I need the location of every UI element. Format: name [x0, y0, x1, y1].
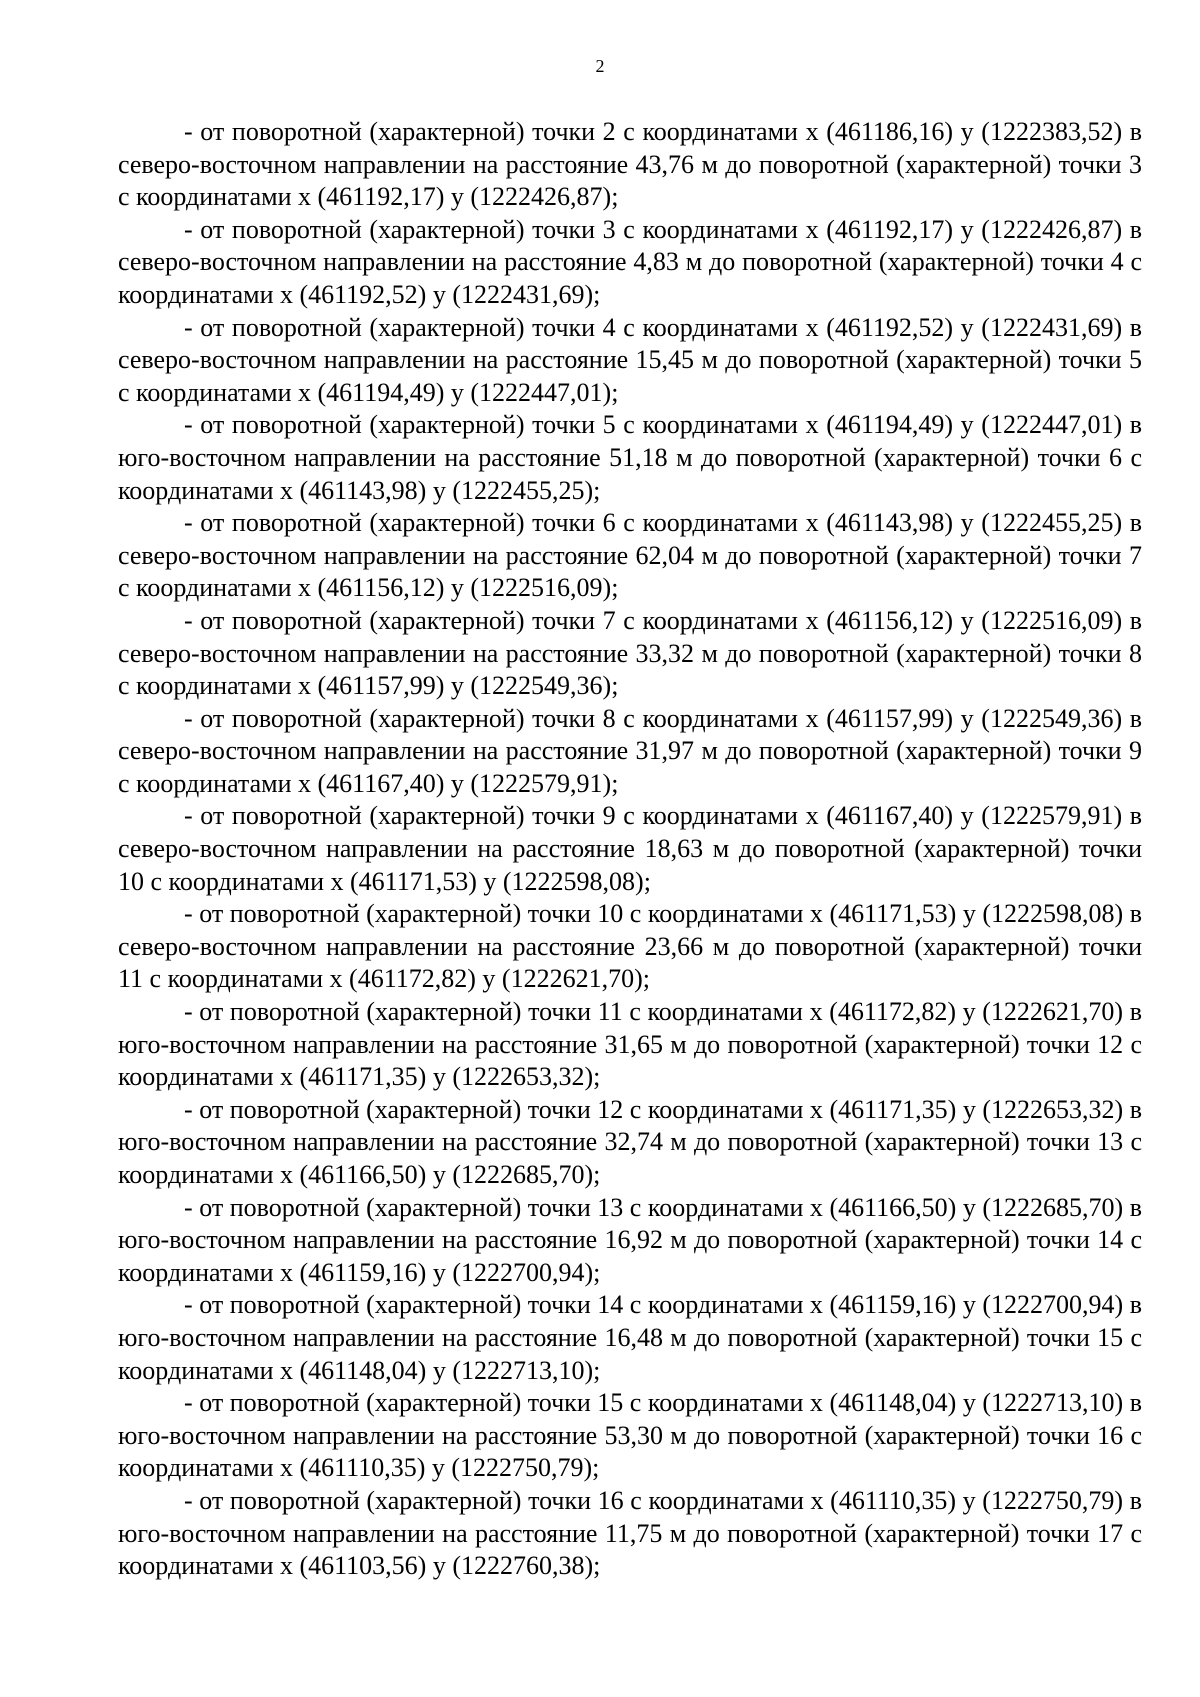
boundary-segment-paragraph: - от поворотной (характерной) точки 15 с координатами х (461148,04) у (1222713,10) в юго-восточном направлении на расстояние 53,30 м до поворотной (характерной) точки 16 с координатами х (461110,35) у (1222750,79);: [118, 1388, 1142, 1483]
boundary-segment-paragraph: - от поворотной (характерной) точки 12 с координатами х (461171,35) у (1222653,32) в юго-восточном направлении на расстояние 32,74 м до поворотной (характерной) точки 13 с координатами х (461166,50) у (1222685,70);: [118, 1094, 1142, 1189]
boundary-segment-paragraph: - от поворотной (характерной) точки 16 с координатами х (461110,35) у (1222750,79) в юго-восточном направлении на расстояние 11,75 м до поворотной (характерной) точки 17 с координатами х (461103,56) у (1222760,38);: [118, 1485, 1142, 1581]
boundary-segment-paragraph: - от поворотной (характерной) точки 7 с координатами х (461156,12) у (1222516,09) в северо-восточном направлении на расстояние 33,32 м до поворотной (характерной) точки 8 с координатами х (461157,99) у (1222549,36);: [118, 605, 1142, 701]
boundary-segment-paragraph: - от поворотной (характерной) точки 11 с координатами х (461172,82) у (1222621,70) в юго-восточном направлении на расстояние 31,65 м до поворотной (характерной) точки 12 с координатами х (461171,35) у (1222653,32);: [118, 997, 1142, 1092]
boundary-segment-paragraph: - от поворотной (характерной) точки 10 с координатами х (461171,53) у (1222598,08) в северо-восточном направлении на расстояние 23,66 м до поворотной (характерной) точки 11 с координатами х (461172,82) у (1222621,70);: [118, 899, 1142, 994]
boundary-segment-paragraph: - от поворотной (характерной) точки 4 с координатами х (461192,52) у (1222431,69) в северо-восточном направлении на расстояние 15,45 м до поворотной (характерной) точки 5 с координатами х (461194,49) у (1222447,01);: [118, 312, 1142, 407]
boundary-segment-paragraph: - от поворотной (характерной) точки 6 с координатами х (461143,98) у (1222455,25) в северо-восточном направлении на расстояние 62,04 м до поворотной (характерной) точки 7 с координатами х (461156,12) у (1222516,09);: [118, 508, 1142, 603]
boundary-segment-paragraph: - от поворотной (характерной) точки 5 с координатами х (461194,49) у (1222447,01) в юго-восточном направлении на расстояние 51,18 м до поворотной (характерной) точки 6 с координатами х (461143,98) у (1222455,25);: [118, 410, 1142, 505]
boundary-segment-paragraph: - от поворотной (характерной) точки 14 с координатами х (461159,16) у (1222700,94) в юго-восточном направлении на расстояние 16,48 м до поворотной (характерной) точки 15 с координатами х (461148,04) у (1222713,10);: [118, 1290, 1142, 1385]
boundary-segment-paragraph: - от поворотной (характерной) точки 2 с координатами х (461186,16) у (1222383,52) в северо-восточном направлении на расстояние 43,76 м до поворотной (характерной) точки 3 с координатами х (461192,17) у (1222426,87);: [118, 117, 1142, 212]
page-number: 2: [595, 56, 605, 76]
boundary-segment-paragraph: - от поворотной (характерной) точки 13 с координатами х (461166,50) у (1222685,70) в юго-восточном направлении на расстояние 16,92 м до поворотной (характерной) точки 14 с координатами х (461159,16) у (1222700,94);: [118, 1192, 1142, 1287]
boundary-segment-paragraph: - от поворотной (характерной) точки 8 с координатами х (461157,99) у (1222549,36) в северо-восточном направлении на расстояние 31,97 м до поворотной (характерной) точки 9 с координатами х (461167,40) у (1222579,91);: [118, 703, 1142, 798]
document-body: [118, 116, 1142, 1583]
boundary-segment-paragraph: - от поворотной (характерной) точки 9 с координатами х (461167,40) у (1222579,91) в северо-восточном направлении на расстояние 18,63 м до поворотной (характерной) точки 10 с координатами х (461171,53) у (1222598,08);: [118, 801, 1142, 896]
boundary-segment-paragraph: - от поворотной (характерной) точки 3 с координатами х (461192,17) у (1222426,87) в северо-восточном направлении на расстояние 4,83 м до поворотной (характерной) точки 4 с координатами х (461192,52) у (1222431,69);: [118, 214, 1142, 309]
